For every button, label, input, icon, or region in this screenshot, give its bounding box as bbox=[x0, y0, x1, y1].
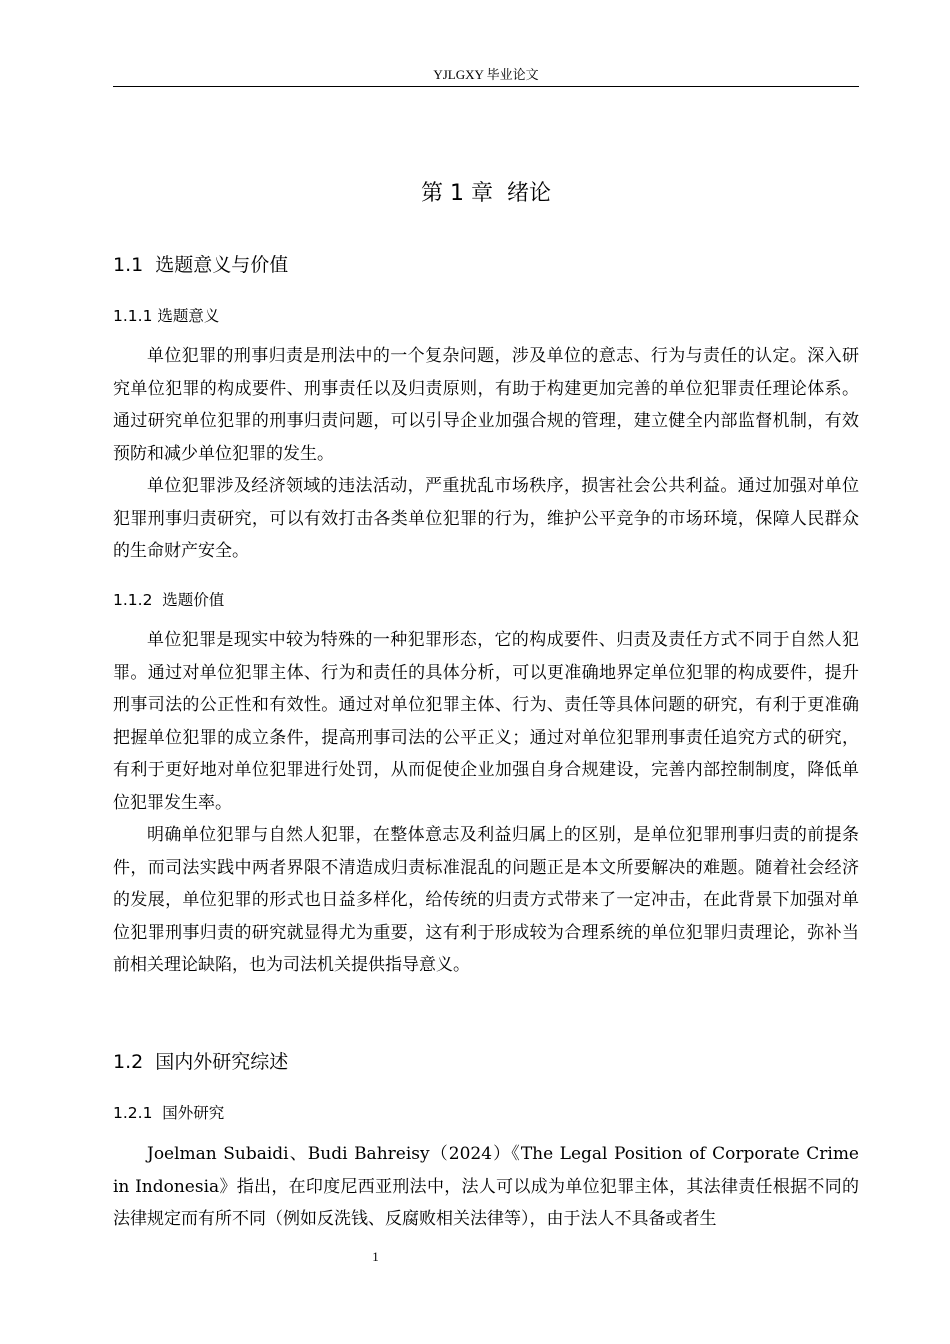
subsection-heading-1-2-1: 1.2.1 国外研究 bbox=[113, 1104, 225, 1122]
paragraph-1-1-2-b: 明确单位犯罪与自然人犯罪，在整体意志及利益归属上的区别，是单位犯罪刑事归责的前提条件，而司法实践中两者界限不清造成归责标准混乱的问题正是本文所要解决的难题。随着社会经济的发展，单位犯罪的形式也日益多样化，给传统的归责方式带来了一定冲击，在此背景下加强对单位犯罪刑事归责的研究就显得尤为重要，这有利于形成较为合理系统的单位犯罪归责理论，弥补当前相关理论缺陷，也为司法机关提供指导意义。 bbox=[113, 825, 859, 975]
subsection-heading-1-1-1: 1.1.1 选题意义 bbox=[113, 307, 220, 325]
paragraph-1-2-1-a: Joelman Subaidi、Budi Bahreisy（2024）《The Legal Position of Corporate Crime in Indonesia》指出，在印度尼西亚刑法中，法人可以成为单位犯罪主体，其法律责任根据不同的法律规定而有所不同（例如反洗钱、反腐败相关法律等），由于法人不具备或者生 bbox=[113, 1144, 859, 1229]
page-number: 1 bbox=[372, 1249, 379, 1264]
paragraph-1-1-2-a: 单位犯罪是现实中较为特殊的一种犯罪形态，它的构成要件、归责及责任方式不同于自然人犯罪。通过对单位犯罪主体、行为和责任的具体分析，可以更准确地界定单位犯罪的构成要件，提升刑事司法的公正性和有效性。通过对单位犯罪主体、行为、责任等具体问题的研究，有利于更准确把握单位犯罪的成立条件，提高刑事司法的公平正义；通过对单位犯罪刑事责任追究方式的研究，有利于更好地对单位犯罪进行处罚，从而促使企业加强自身合规建设，完善内部控制制度，降低单位犯罪发生率。 bbox=[113, 630, 859, 813]
chapter-title: 第 1 章 绪论 bbox=[421, 181, 551, 206]
section-heading-1-1: 1.1 选题意义与价值 bbox=[113, 254, 289, 276]
header-rule bbox=[113, 86, 859, 87]
paragraph-1-1-1-b: 单位犯罪涉及经济领域的违法活动，严重扰乱市场秩序，损害社会公共利益。通过加强对单位犯罪刑事归责研究，可以有效打击各类单位犯罪的行为，维护公平竞争的市场环境，保障人民群众的生命财产安全。 bbox=[113, 476, 859, 561]
paragraph-1-1-1-a: 单位犯罪的刑事归责是刑法中的一个复杂问题，涉及单位的意志、行为与责任的认定。深入研究单位犯罪的构成要件、刑事责任以及归责原则，有助于构建更加完善的单位犯罪责任理论体系。通过研究单位犯罪的刑事归责问题，可以引导企业加强合规的管理，建立健全内部监督机制，有效预防和减少单位犯罪的发生。 bbox=[113, 346, 859, 464]
running-header: YJLGXY 毕业论文 bbox=[433, 67, 539, 82]
subsection-heading-1-1-2: 1.1.2 选题价值 bbox=[113, 591, 225, 609]
section-heading-1-2: 1.2 国内外研究综述 bbox=[113, 1051, 289, 1073]
